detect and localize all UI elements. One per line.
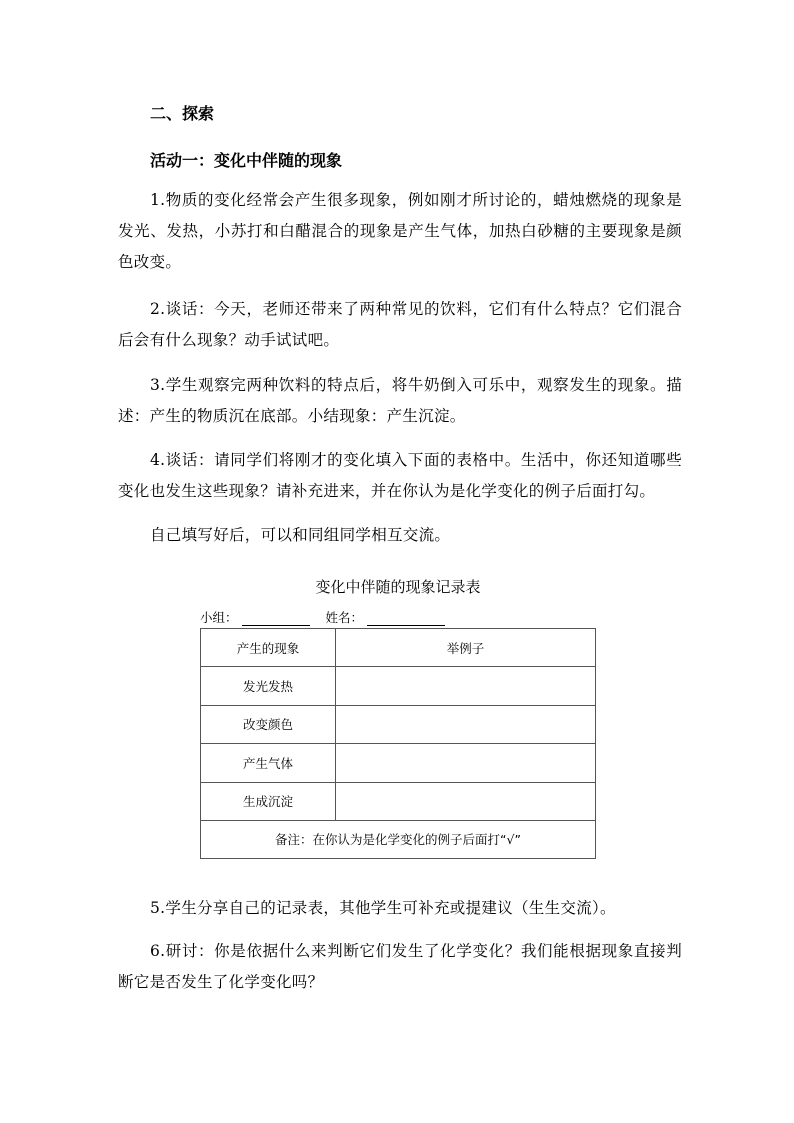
table-row (201, 744, 596, 782)
paragraph-3: 3.学生观察完两种饮料的特点后，将牛奶倒入可乐中，观察发生的现象。描述：产生的物质沉在底部。小结现象：产生沉淀。 (118, 376, 682, 425)
table-row (201, 667, 596, 705)
record-table-title: 变化中伴随的现象记录表 (315, 578, 481, 596)
example-cell[interactable] (336, 782, 596, 820)
group-name-line (200, 608, 445, 626)
table-note-row (201, 820, 596, 858)
table-note: 备注：在你认为是化学变化的例子后面打“√” (201, 820, 596, 858)
paragraph-1: 1.物质的变化经常会产生很多现象，例如刚才所讨论的，蜡烛燃烧的现象是发光、发热，小苏打和白醋混合的现象是产生气体，加热白砂糖的主要现象是颜色改变。 (118, 191, 682, 271)
row-label: 改变颜色 (201, 705, 336, 743)
example-cell[interactable] (336, 705, 596, 743)
row-label: 生成沉淀 (201, 782, 336, 820)
paragraph-4: 4.谈话：请同学们将刚才的变化填入下面的表格中。生活中，你还知道哪些变化也发生这些现象？请补充进来，并在你认为是化学变化的例子后面打勾。 (118, 451, 682, 500)
group-blank[interactable] (242, 611, 310, 626)
table-row (201, 782, 596, 820)
header-examples: 举例子 (336, 629, 596, 667)
paragraph-6: 5.学生分享自己的记录表，其他学生可补充或提建议（生生交流）。 (150, 899, 616, 917)
example-cell[interactable] (336, 744, 596, 782)
activity-heading: 活动一：变化中伴随的现象 (150, 151, 343, 170)
paragraph-2: 2.谈话：今天，老师还带来了两种常见的饮料，它们有什么特点？它们混合后会有什么现象？动手试试吧。 (118, 300, 682, 349)
record-table (200, 628, 596, 859)
example-cell[interactable] (336, 667, 596, 705)
group-label: 小组： (200, 610, 238, 625)
header-phenomenon: 产生的现象 (201, 629, 336, 667)
paragraph-5: 自己填写好后，可以和同组同学相互交流。 (150, 526, 451, 544)
row-label: 产生气体 (201, 744, 336, 782)
name-label: 姓名： (325, 610, 363, 625)
table-header-row (201, 629, 596, 667)
table-row (201, 705, 596, 743)
name-blank[interactable] (367, 611, 445, 626)
row-label: 发光发热 (201, 667, 336, 705)
section-heading: 二、探索 (150, 104, 215, 123)
paragraph-7: 6.研讨：你是依据什么来判断它们发生了化学变化？我们能根据现象直接判断它是否发生了化学变化吗？ (118, 942, 682, 991)
